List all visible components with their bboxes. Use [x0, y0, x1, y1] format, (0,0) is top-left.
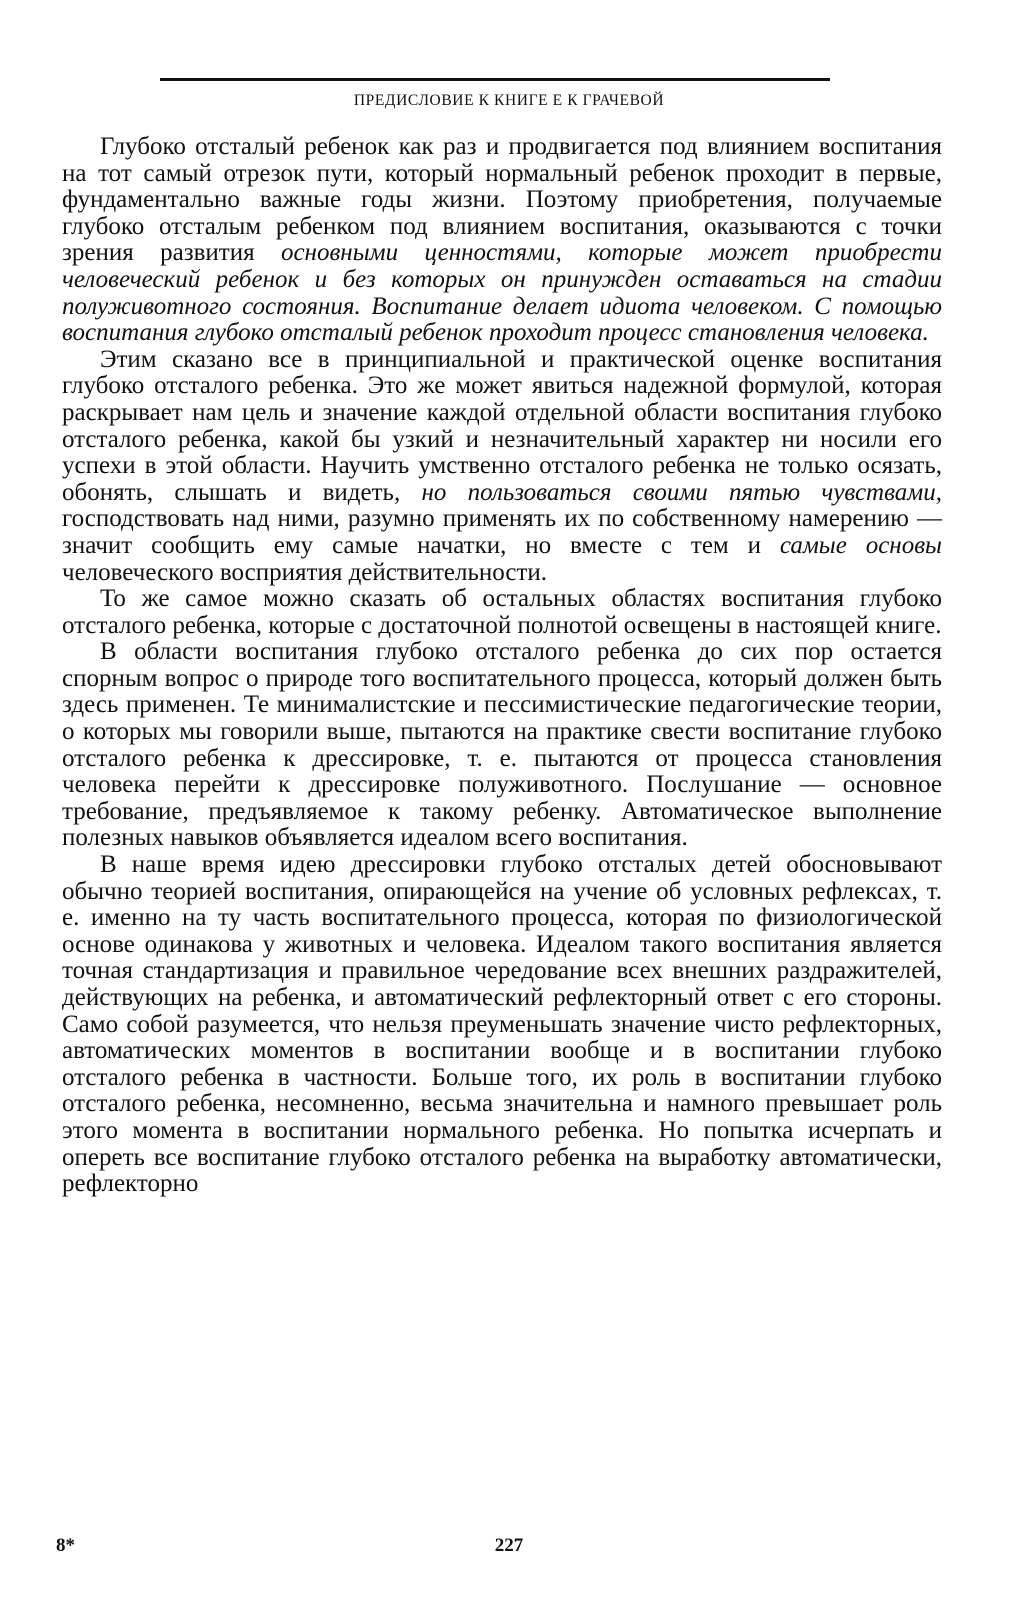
paragraph-3: То же самое можно сказать об остальных областях воспитания глубоко отсталого ребенка, которые с достаточной полнотой освещены в настоящей книге. [62, 585, 942, 639]
paragraph-2-italic-b: самые основы [779, 531, 942, 559]
body-text [62, 134, 942, 1198]
paragraph-2-italic-a: но пользоваться своими пятью чувствами, [421, 478, 942, 506]
paragraph-2 [62, 347, 942, 586]
header-rule [160, 78, 830, 81]
paragraph-4: В области воспитания глубоко отсталого ребенка до сих пор остается спорным вопрос о природе того воспитательного процесса, который должен быть здесь применен. Те минималистские и пессимистические педагогические теории, о которых мы говорили выше, пытаются на практике свести воспитание глубоко отсталого ребенка к дрессировке, т. е. пытаются от процесса становления человека перейти к дрессировке полуживотного. Послушание — основное требование, предъявляемое к такому ребенку. Автоматическое выполнение полезных навыков объявляется идеалом всего воспитания. [62, 638, 942, 852]
paragraph-2-text-c: человеческого восприятия действительности. [62, 558, 548, 586]
paragraph-1 [62, 134, 942, 347]
running-header: ПРЕДИСЛОВИЕ К КНИГЕ Е К ГРАЧЕВОЙ [353, 92, 665, 109]
paragraph-2-text-a: Этим сказано все в принципиальной и практической оценке воспитания глубоко отсталого ребенка. Это же может явиться надежной формулой, которая раскрывает нам цель и значение каждой отдельной области воспитания глубоко отсталого ребенка, какой бы узкий и незначительный характер ни носили его успехи в этой области. Научить умственно отсталого ребенка не только осязать, обонять, слышать и видеть, [62, 345, 942, 506]
signature-mark: 8* [56, 1535, 75, 1556]
page-number: 227 [494, 1535, 524, 1556]
paragraph-1-italic: основными ценностями, которые может приобрести человеческий ребенок и без которых он принужден оставаться на стадии полуживотного состояния. Воспитание делает идиота человеком. С помощью воспитания глубоко отсталый ребенок проходит процесс становления человека. [62, 239, 942, 347]
paragraph-5: В наше время идею дрессировки глубоко отсталых детей обосновывают обычно теорией воспитания, опирающейся на учение об условных рефлексах, т. е. именно на ту часть воспитательного процесса, которая по физиологической основе одинакова у животных и человека. Идеалом такого воспитания является точная стандартизация и правильное чередование всех внешних раздражителей, действующих на ребенка, и автоматический рефлекторный ответ с его стороны. Само собой разумеется, что нельзя преуменьшать значение чисто рефлекторных, автоматических моментов в воспитании вообще и в воспитании глубоко отсталого ребенка в частности. Больше того, их роль в воспитании глубоко отсталого ребенка, несомненно, весьма значительна и намного превышает роль этого момента в воспитании нормального ребенка. Но попытка исчерпать и опереть все воспитание глубоко отсталого ребенка на выработку автоматически, рефлекторно [62, 851, 942, 1198]
paragraph-2-text-b: господствовать над ними, разумно применять их по собственному намерению — значит сообщить ему самые начатки, но вместе с тем и [62, 505, 942, 559]
paragraph-1-text: Глубоко отсталый ребенок как раз и продвигается под влиянием воспитания на тот самый отрезок пути, который нормальный ребенок проходит в первые, фундаментально важные годы жизни. Поэтому приобретения, получаемые глубоко отсталым ребенком под влиянием воспитания, оказываются с точки зрения развития [62, 133, 942, 267]
